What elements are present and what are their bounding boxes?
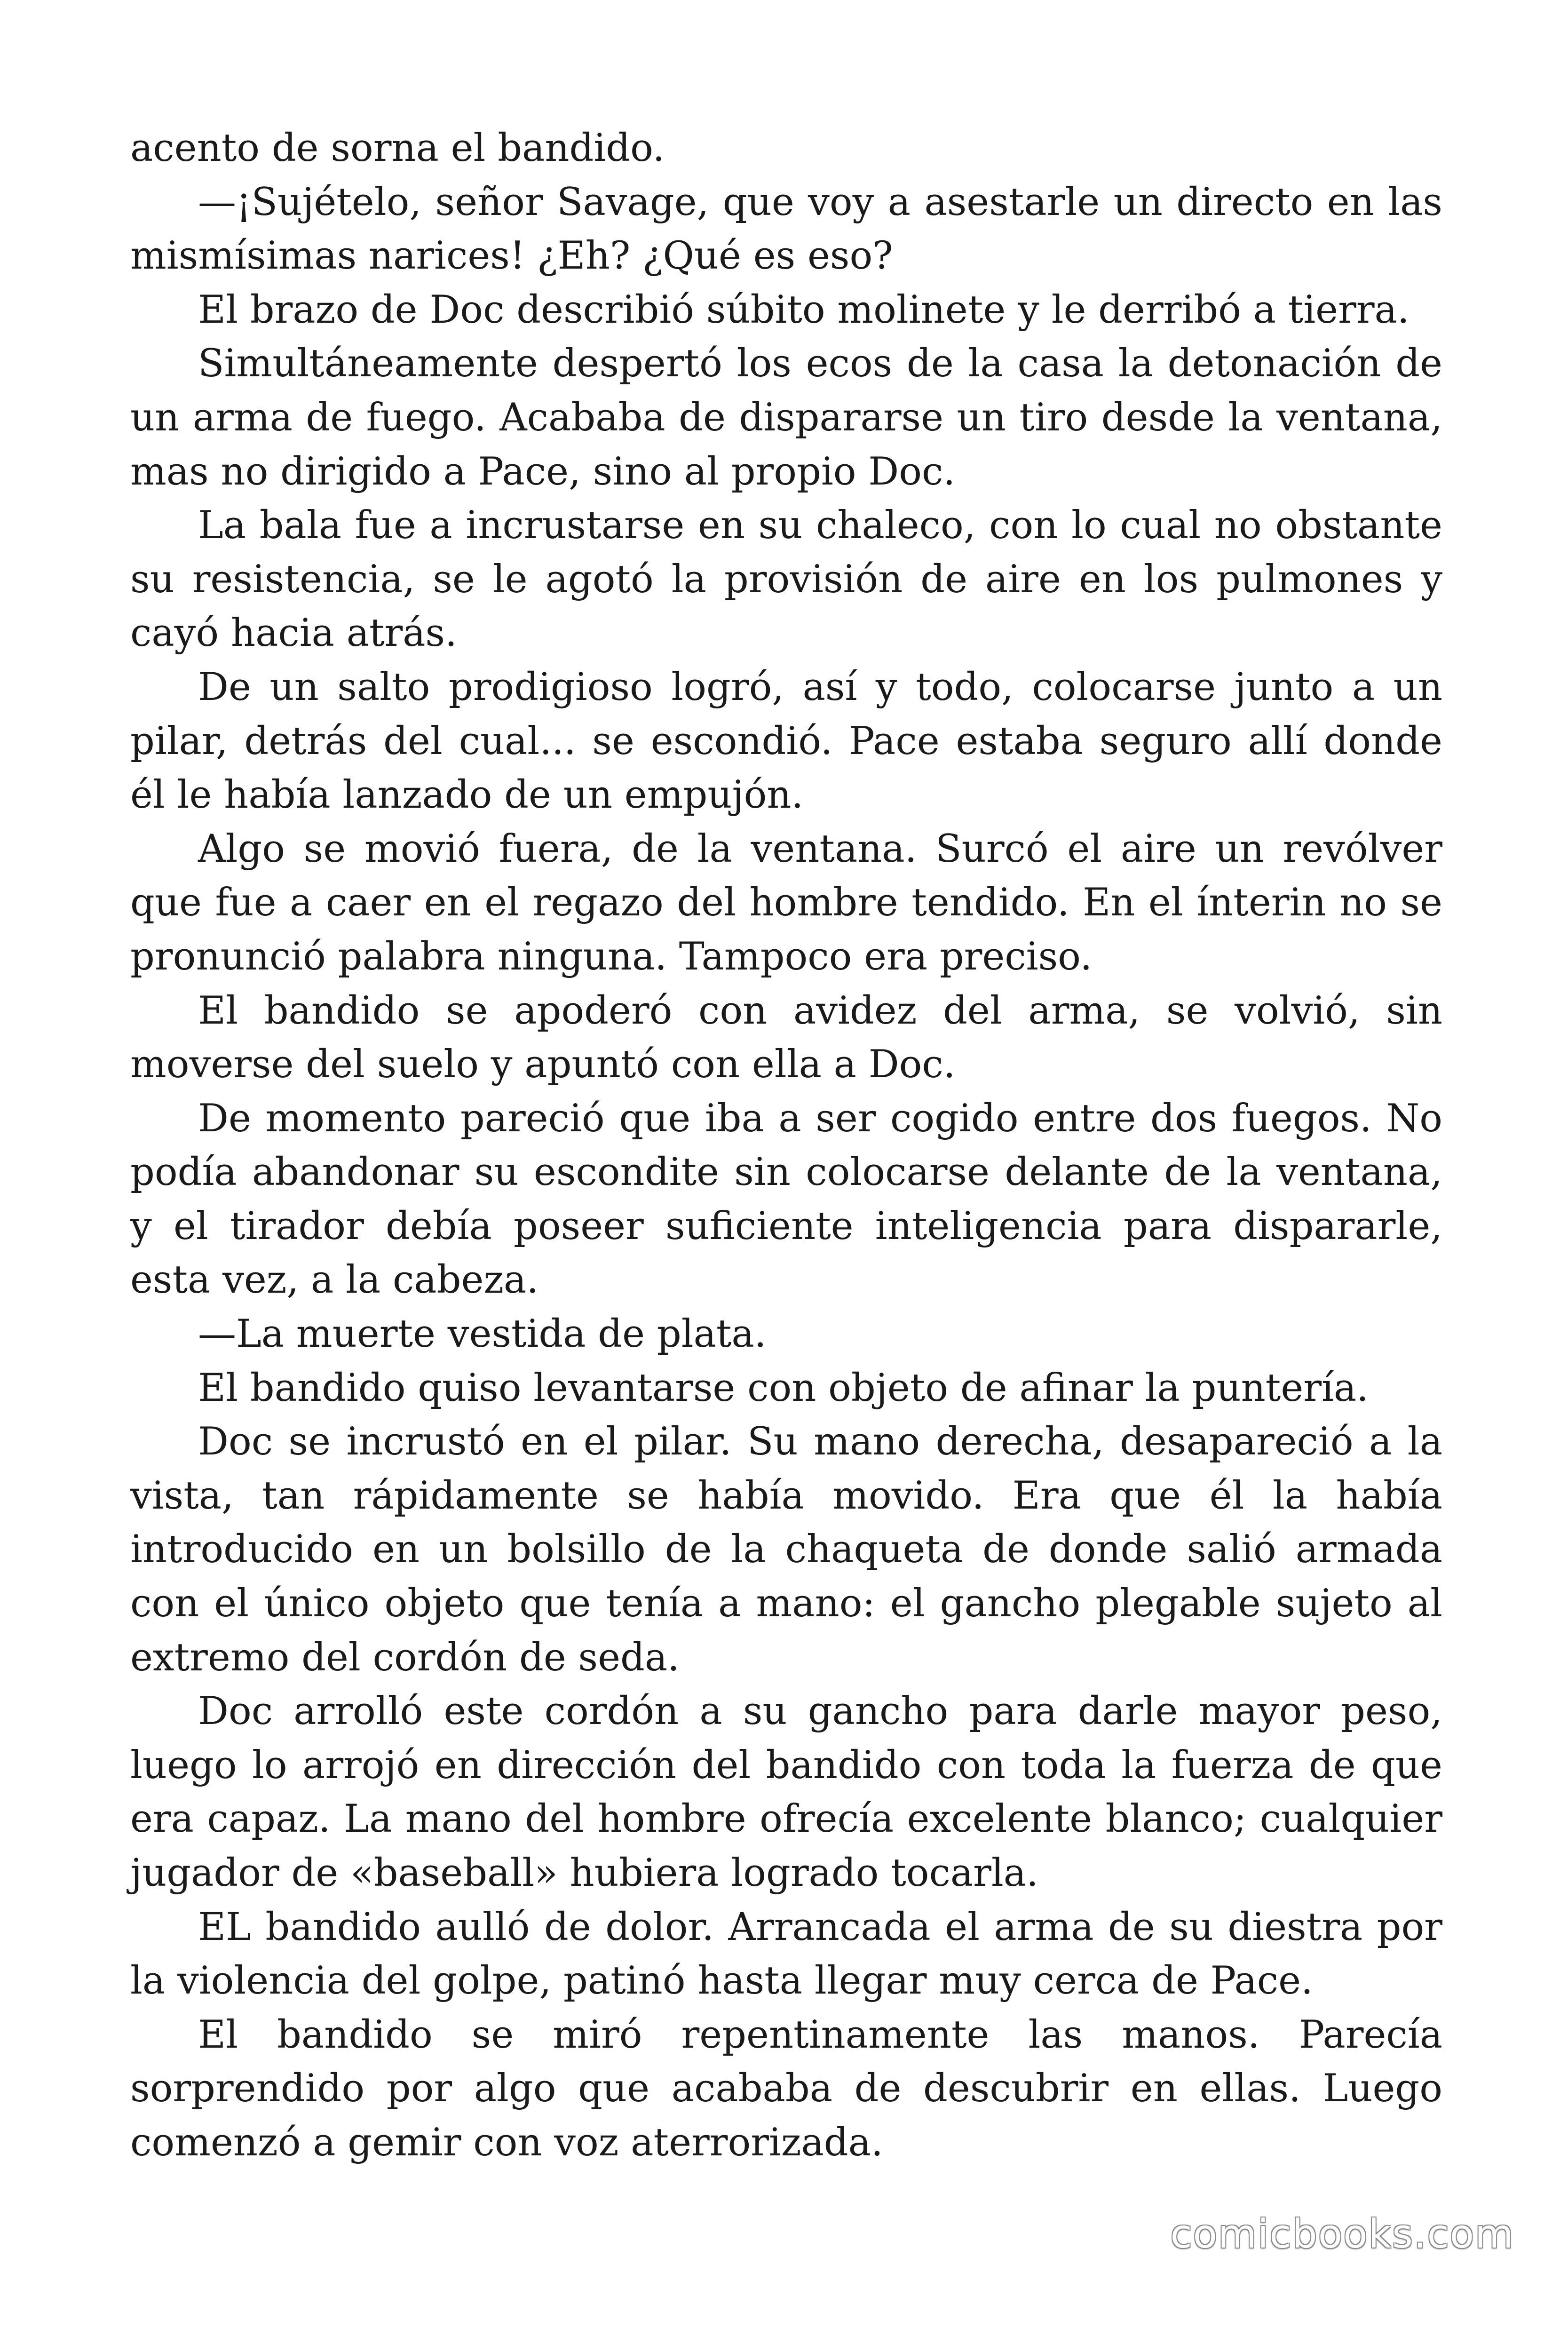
paragraph: De momento pareció que iba a ser cogido entre dos fuegos. No podía abandonar su escondite sin colocarse delante de la ventana, y el tirador debía poseer suficiente inteligencia para dispararle, esta vez, a la cabeza. <box>130 1096 1442 1303</box>
paragraph: —La muerte vestida de plata. <box>198 1312 767 1357</box>
paragraph: EL bandido aulló de dolor. Arrancada el arma de su diestra por la violencia del golpe, patinó hasta llegar muy cerca de Pace. <box>130 1905 1442 2003</box>
paragraph: Doc se incrustó en el pilar. Su mano derecha, desapareció a la vista, tan rápidamente se había movido. Era que él la había introducido en un bolsillo de la chaqueta de donde salió armada con el único objeto que tenía a mano: el gancho plegable sujeto al extremo del cordón de seda. <box>130 1420 1442 1680</box>
paragraph: El bandido se apoderó con avidez del arma, se volvió, sin moverse del suelo y apuntó con ella a Doc. <box>130 988 1442 1087</box>
paragraph: acento de sorna el bandido. <box>130 126 665 170</box>
paragraph: El brazo de Doc describió súbito molinete y le derribó a tierra. <box>198 287 1410 332</box>
paragraph: Algo se movió fuera, de la ventana. Surcó el aire un revólver que fue a caer en el regazo del hombre tendido. En el ínterin no se pronunció palabra ninguna. Tampoco era preciso. <box>130 826 1442 979</box>
paragraph: —¡Sujételo, señor Savage, que voy a asestarle un directo en las mismísimas narices! ¿Eh? ¿Qué es eso? <box>130 180 1442 278</box>
watermark-logo: comicbooks.com <box>1170 2211 1514 2257</box>
paragraph: Simultáneamente despertó los ecos de la casa la detonación de un arma de fuego. Acababa de dispararse un tiro desde la ventana, mas no dirigido a Pace, sino al propio Doc. <box>130 342 1442 494</box>
paragraph: El bandido se miró repentinamente las manos. Parecía sorprendido por algo que acababa de descubrir en ellas. Luego comenzó a gemir con voz aterrorizada. <box>130 2012 1442 2165</box>
paragraph: El bandido quiso levantarse con objeto de afinar la puntería. <box>198 1366 1369 1410</box>
paragraph: La bala fue a incrustarse en su chaleco, con lo cual no obstante su resistencia, se le agotó la provisión de aire en los pulmones y cayó hacia atrás. <box>130 503 1442 656</box>
body-text <box>130 121 1442 2170</box>
paragraph: Doc arrolló este cordón a su gancho para darle mayor peso, luego lo arrojó en dirección del bandido con toda la fuerza de que era capaz. La mano del hombre ofrecía excelente blanco; cualquier jugador de «baseball» hubiera logrado tocarla. <box>130 1689 1442 1895</box>
paragraph: De un salto prodigioso logró, así y todo, colocarse junto a un pilar, detrás del cual... se escondió. Pace estaba seguro allí donde él le había lanzado de un empujón. <box>130 665 1442 818</box>
